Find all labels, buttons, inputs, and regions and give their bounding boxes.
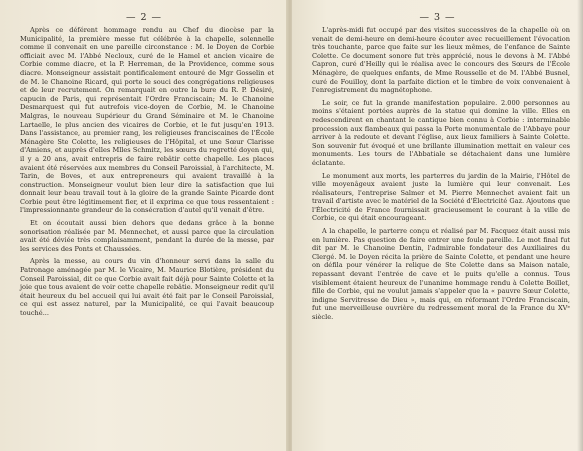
page-body [20,26,274,322]
right-page [292,0,583,451]
paragraph: Après ce déférent hommage rendu au Chef du diocèse par la Municipalité, la première messe fut célébrée à la chapelle, solennelle comme il convenait en une pareille circonstance : M. le Doyen de Corbie officiait avec M. l'Abbé Necloux, curé de le Hamel et ancien vicaire de Corbie comme diacre, et la P. Herreman, de la Providence, comme sous diacre. Monseigneur assistait pontificalement entouré de Mgr Gosselin et de M. le Chanoine Ricard, qui porte le souci des congrégations religieuses et de leur recrutement. On remarquait en outre la bure du R. P. Désiré, capucin de Paris, qui représentait l'Ordre Franciscain; M. le Chanoine Desmarquest qui fut autrefois vice-doyen de Corbie, M. le Chanoine Malgras, le nouveau Supérieur du Grand Séminaire et M. le Chanoine Lartaelle, le plus ancien des vicaires de Corbie, et le fut jusqu'en 1913. Dans l'assistance, au premier rang, les religieuses franciscaines de l'École Ménagère Ste Colette, les religieuses de l'Hôpital, et une Sœur Clarisse d'Amiens, et auprès d'elles Mlles Schmitz, les sœurs du regretté doyen qui, il y a 20 ans, avait entrepris de faire rebâtir cette chapelle. Les places avaient été réservées aux membres du Conseil Paroissial, à l'architecte, M. Tarin, de Boves, et aux entrepreneurs qui avaient travaillé à la construction. Monseigneur voulut bien leur dire la satisfaction que lui donnait leur beau travail tout à la gloire de la grande Sainte Picarde dont Corbie peut être légitimement fier, et il exprima ce que tous ressentaient : l'impressionnante grandeur de la consécration d'autel qu'il venait d'être. [20,26,274,215]
paragraph: Après la messe, au cours du vin d'honneur servi dans la salle du Patronage aménagée par M. le Vicaire, M. Maurice Blotière, président du Conseil Paroissial, dit ce que Corbie avait fait déjà pour Sainte Colette et la joie que tous avaient de voir cette chapelle rebâtie. Monseigneur redit qu'il était heureux du bel accueil qui lui avait été fait par le Conseil Paroissial, ce qui est assez naturel, par la Municipalité, ce qui l'avait beaucoup touché... [20,257,274,317]
paragraph: L'après-midi fut occupé par des visites successives de la chapelle où on venait de demi-heure en demi-heure écouter avec recueillement l'évocation très touchante, parce que faite sur les lieux mêmes, de l'enfance de Sainte Colette. Ce document sonore fut très apprécié, nous le devons à M. l'Abbé Capron, curé d'Heilly qui le réalisa avec le concours des Sœurs de l'École Ménagère, de quelques enfants, de Mme Rousselle et de M. l'Abbé Busnel, curé de Fouilloy, dont la parfaite diction et le timbre de voix convenaient à l'enregistrement du magnétophone. [312,26,570,95]
page-body [312,26,570,326]
left-page [0,0,288,451]
page-number: — 3 — [419,12,456,23]
page-edge-shadow [577,0,583,451]
paragraph: Et on écoutait aussi bien dehors que dedans grâce à la bonne sonorisation réalisée par M. Mennechet, et aussi parce que la circulation avait été déviée très complaisamment, pendant la durée de la messe, par les services des Ponts et Chaussées. [20,219,274,253]
paragraph: Le soir, ce fut la grande manifestation populaire. 2.000 personnes au moins s'étaient portées auprès de la statue qui domine la ville. Elles en redescendirent en chantant le cantique bien connu à Corbie : interminable procession aux flambeaux qui passa la Porte monumentale de l'Abbaye pour arriver à la redoute et devant l'église, aux lieux familiers à Sainte Colette. Son souvenir fut évoqué et une brillante illumination mettait en valeur ces monuments. Les tours de l'Abbatiale se détachaient dans une lumière éclatante. [312,98,570,167]
paragraph: A la chapelle, le parterre conçu et réalisé par M. Facquez était aussi mis en lumière. Pas question de faire entrer une foule pareille. Le mot final fut dit par M. le Chanoine Dentin, l'admirable fondateur des Auxiliaires du Clergé. M. le Doyen récita la prière de Sainte Colette, et pendant une heure on défila pour vénérer la relique de Ste Colette dans sa Maison natale, repassant devant l'entrée de cave et le puits qu'elle a connus. Tous visiblement étaient heureux de l'unanime hommage rendu à Colette Boillet, fille de Corbie, qui ne voulut jamais s'appeler que la « pauvre Sœur Colette, indigne Servitresse de Dieu », mais qui, en réformant l'Ordre Franciscain, fut une merveilleuse ouvrière du redressement moral de la France du XVᵉ siècle. [312,227,570,321]
page-number: — 2 — [125,12,163,23]
paragraph: Le monument aux morts, les parterres du jardin de la Mairie, l'Hôtel de ville moyenâgeux avaient juste la lumière qui leur convenait. Les réalisateurs, l'entreprise Salmer et M. Pierre Mennechet avaient fait un travail d'artiste avec le matériel de la Société d'Électricité Gaz. Ajoutons que l'Électricité de France fournissait gracieusement le courant à la ville de Corbie, ce qui était encourageant. [312,171,570,223]
